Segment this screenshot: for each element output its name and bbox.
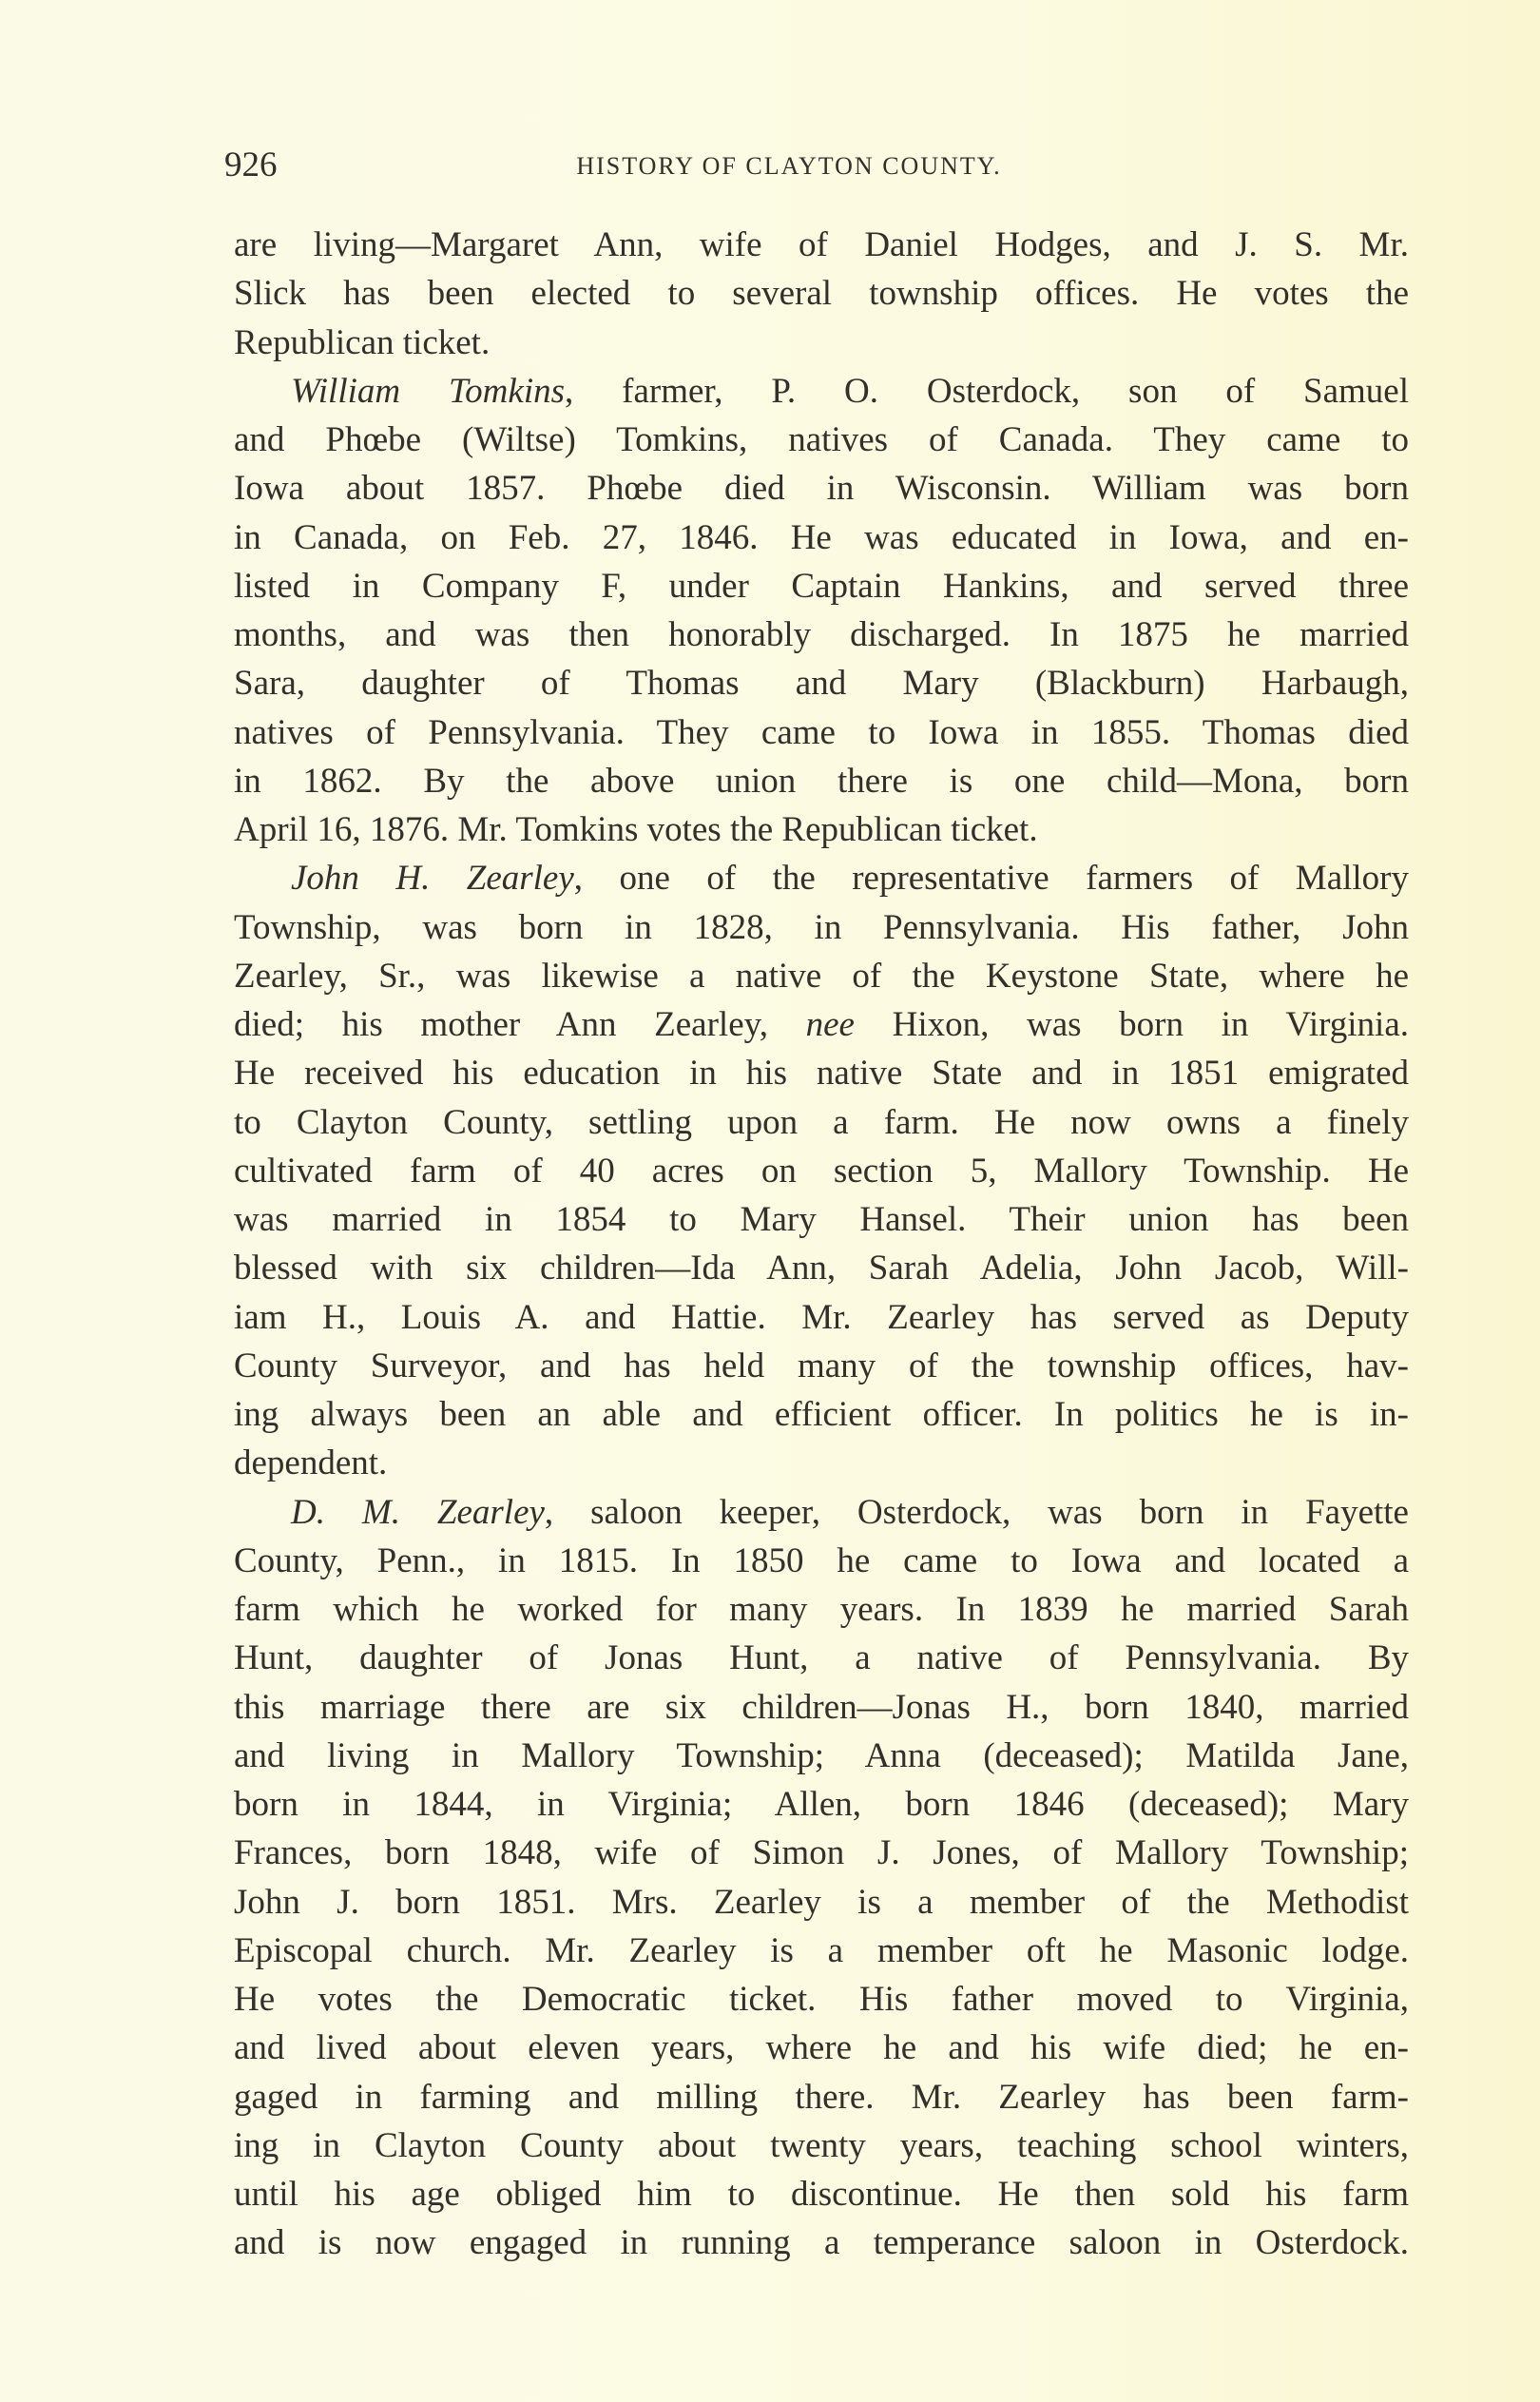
text-line (234, 221, 1409, 269)
text-line (234, 1439, 1409, 1487)
text-segment: iam H., Louis A. and Hattie. Mr. Zearley has served as Deputy (234, 1297, 1409, 1337)
text-line-content (234, 2024, 1409, 2072)
text-line (234, 416, 1409, 464)
text-segment: Sara, daughter of Thomas and Mary (Blackburn) Harbaugh, (234, 664, 1409, 704)
text-line (234, 2024, 1409, 2072)
text-line-content (291, 367, 1409, 416)
text-line-content (234, 903, 1409, 952)
text-line (234, 1342, 1409, 1390)
text-line-content (234, 1000, 1409, 1049)
text-segment: this marriage there are six children—Jonas H., born 1840, married (234, 1687, 1409, 1727)
text-segment: blessed with six children—Ida Ann, Sarah Adelia, John Jacob, Will- (234, 1249, 1409, 1288)
text-line (234, 2073, 1409, 2121)
text-line (234, 1878, 1409, 1927)
text-segment: cultivated farm of 40 acres on section 5, Mallory Township. He (234, 1151, 1409, 1191)
text-line-content (234, 1342, 1409, 1390)
text-line (234, 952, 1409, 1000)
italic-name: William Tomkins (291, 371, 566, 411)
text-line-content (234, 610, 1409, 659)
text-line (234, 464, 1409, 513)
text-line-content (234, 1244, 1409, 1292)
text-line-content (234, 1049, 1409, 1097)
text-line (234, 1293, 1409, 1342)
text-line (234, 854, 1409, 902)
text-line-content (234, 2218, 1409, 2267)
text-segment: to Clayton County, settling upon a farm. He now owns a finely (234, 1102, 1409, 1142)
text-segment: Zearley, Sr., was likewise a native of the Keystone State, where he (234, 956, 1409, 996)
text-line-content (234, 1732, 1409, 1780)
text-line (234, 1634, 1409, 1682)
text-line (234, 1390, 1409, 1439)
text-line-content (234, 221, 1409, 269)
text-segment: ing in Clayton County about twenty years, teaching school winters, (234, 2125, 1409, 2165)
text-line-content (234, 2170, 1409, 2218)
text-line (234, 1780, 1409, 1829)
text-line-content (234, 2121, 1409, 2170)
text-segment: died; his mother Ann Zearley, (234, 1005, 806, 1044)
text-segment: , saloon keeper, Osterdock, was born in Fayette (544, 1492, 1409, 1532)
text-line-content (234, 1829, 1409, 1877)
text-line-content (234, 562, 1409, 610)
text-line-content (234, 1927, 1409, 1975)
text-line-content (234, 1537, 1409, 1585)
text-line (234, 367, 1409, 416)
text-line-content (234, 1780, 1409, 1829)
text-line-content (234, 1585, 1409, 1634)
text-line (234, 708, 1409, 757)
text-line (234, 1049, 1409, 1097)
text-line-content (234, 659, 1409, 707)
text-segment: ing always been an able and efficient officer. In politics he is in- (234, 1395, 1409, 1434)
text-line (234, 1000, 1409, 1049)
text-segment: Hunt, daughter of Jonas Hunt, a native of Pennsylvania. By (234, 1638, 1409, 1678)
text-segment: in Canada, on Feb. 27, 1846. He was educated in Iowa, and en- (234, 517, 1409, 557)
text-segment: and is now engaged in running a temperance saloon in Osterdock. (234, 2223, 1409, 2263)
text-line (234, 659, 1409, 707)
text-line-content (234, 805, 1409, 854)
text-segment: April 16, 1876. Mr. Tomkins votes the Republican ticket. (234, 810, 1038, 849)
text-line (234, 1829, 1409, 1877)
text-segment: Slick has been elected to several township offices. He votes the (234, 274, 1409, 314)
text-line (234, 1975, 1409, 2024)
text-segment: , one of the representative farmers of Mallory (573, 859, 1409, 899)
text-line (234, 1537, 1409, 1585)
text-segment: County, Penn., in 1815. In 1850 he came to Iowa and located a (234, 1540, 1409, 1580)
text-line-content (234, 757, 1409, 805)
text-line (234, 513, 1409, 562)
text-segment: Township, was born in 1828, in Pennsylvania. His father, John (234, 907, 1409, 947)
text-line-content (234, 1195, 1409, 1244)
text-line (234, 2121, 1409, 2170)
text-line-content (234, 1878, 1409, 1927)
page-number: 926 (224, 145, 278, 184)
text-segment: are living—Margaret Ann, wife of Daniel Hodges, and J. S. Mr. (234, 225, 1409, 264)
text-segment: Episcopal church. Mr. Zearley is a member oft he Masonic lodge. (234, 1930, 1409, 1970)
running-title: HISTORY OF CLAYTON COUNTY. (576, 152, 1002, 180)
text-segment: He received his education in his native State and in 1851 emigrated (234, 1054, 1409, 1094)
text-line-content (291, 1488, 1409, 1537)
text-line (234, 1927, 1409, 1975)
text-line-content (234, 1390, 1409, 1439)
text-segment: dependent. (234, 1443, 388, 1483)
text-segment: natives of Pennsylvania. They came to Iowa in 1855. Thomas died (234, 712, 1409, 752)
text-line (234, 757, 1409, 805)
text-line-content (234, 464, 1409, 513)
text-segment: born in 1844, in Virginia; Allen, born 1846 (deceased); Mary (234, 1785, 1409, 1824)
text-segment: John J. born 1851. Mrs. Zearley is a member of the Methodist (234, 1882, 1409, 1922)
text-line-content (234, 1293, 1409, 1342)
text-line-content (234, 708, 1409, 757)
text-line (234, 562, 1409, 610)
text-segment: in 1862. By the above union there is one child—Mona, born (234, 761, 1409, 801)
text-line-content (234, 513, 1409, 562)
text-line-content (234, 1439, 1409, 1487)
text-line-content (234, 2073, 1409, 2121)
text-segment: was married in 1854 to Mary Hansel. Their union has been (234, 1200, 1409, 1239)
text-segment: months, and was then honorably discharged. In 1875 he married (234, 615, 1409, 654)
text-line (234, 610, 1409, 659)
text-line-content (234, 1147, 1409, 1195)
text-line-content (234, 1098, 1409, 1147)
text-line (234, 2218, 1409, 2267)
text-line (234, 1732, 1409, 1780)
text-line (234, 1098, 1409, 1147)
text-line (234, 2170, 1409, 2218)
text-line (234, 1195, 1409, 1244)
text-line-content (291, 854, 1409, 902)
text-segment: He votes the Democratic ticket. His father moved to Virginia, (234, 1980, 1409, 2019)
text-line (234, 269, 1409, 318)
text-line (234, 903, 1409, 952)
text-segment: and lived about eleven years, where he and his wife died; he en- (234, 2028, 1409, 2068)
text-segment: Iowa about 1857. Phœbe died in Wisconsin. William was born (234, 469, 1409, 509)
text-line (234, 1683, 1409, 1732)
text-segment: Republican ticket. (234, 322, 491, 362)
text-line-content (234, 319, 1409, 367)
italic-name: nee (805, 1005, 855, 1044)
text-segment: listed in Company F, under Captain Hankins, and served three (234, 566, 1409, 606)
text-segment: , farmer, P. O. Osterdock, son of Samuel (565, 371, 1410, 411)
text-line-content (234, 1975, 1409, 2024)
body-text (234, 221, 1409, 2268)
text-segment: County Surveyor, and has held many of the township offices, hav- (234, 1346, 1409, 1385)
text-line-content (234, 416, 1409, 464)
italic-name: John H. Zearley (291, 859, 574, 899)
text-line-content (234, 952, 1409, 1000)
text-line (234, 1488, 1409, 1537)
text-line-content (234, 1683, 1409, 1732)
text-line-content (234, 269, 1409, 318)
text-segment: farm which he worked for many years. In 1839 he married Sarah (234, 1590, 1409, 1629)
text-line-content (234, 1634, 1409, 1682)
text-segment: Hixon, was born in Virginia. (854, 1005, 1409, 1044)
text-line (234, 1244, 1409, 1292)
text-segment: and living in Mallory Township; Anna (deceased); Matilda Jane, (234, 1735, 1409, 1775)
text-segment: until his age obliged him to discontinue. He then sold his farm (234, 2175, 1409, 2214)
text-line (234, 805, 1409, 854)
text-line (234, 319, 1409, 367)
text-segment: gaged in farming and milling there. Mr. Zearley has been farm- (234, 2077, 1409, 2117)
italic-name: D. M. Zearley (291, 1492, 545, 1532)
text-segment: Frances, born 1848, wife of Simon J. Jones, of Mallory Township; (234, 1833, 1409, 1873)
text-segment: and Phœbe (Wiltse) Tomkins, natives of Canada. They came to (234, 420, 1409, 459)
text-line (234, 1147, 1409, 1195)
text-line (234, 1585, 1409, 1634)
